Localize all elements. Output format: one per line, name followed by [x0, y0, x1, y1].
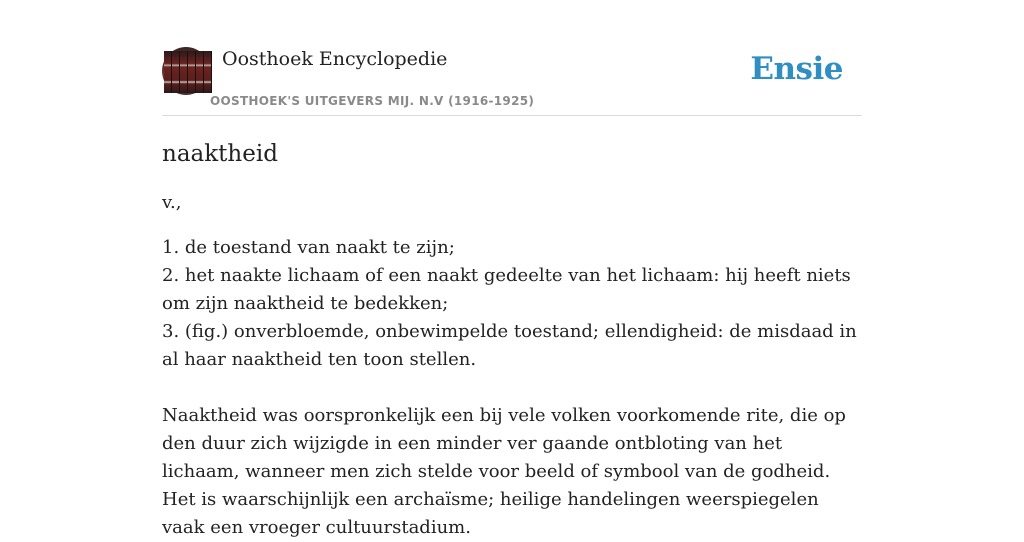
site-title-link[interactable]: Oosthoek Encyclopedie	[222, 48, 448, 70]
definition-item: 3. (fig.) onverbloemde, onbewimpelde toestand; ellendigheid: de misdaad in al haar naaktheid ten toon stellen.	[162, 321, 857, 370]
site-header	[162, 47, 862, 116]
part-of-speech: v.,	[162, 192, 182, 213]
definition-item: 2. het naakte lichaam of een naakt gedeelte van het lichaam: hij heeft niets om zijn naaktheid te bedekken;	[162, 265, 851, 314]
ensie-brand-logo[interactable]: Ensie	[750, 51, 843, 87]
page	[162, 0, 862, 542]
entry-headword: naaktheid	[162, 141, 278, 167]
definition-item: 1. de toestand van naakt te zijn;	[162, 237, 455, 258]
entry-body-text: Naaktheid was oorspronkelijk een bij vele volken voorkomende rite, die op den duur zich wijzigde in een minder ver gaande ontbloting van het lichaam, wanneer men zich stelde voor beeld of symbool van de godheid. Het is waarschijnlijk een archaïsme; heilige handelingen weerspiegelen vaak een vroeger cultuurstadium.	[162, 405, 846, 538]
definition-list	[162, 234, 862, 374]
encyclopedia-books-logo[interactable]	[162, 47, 210, 95]
publisher-label: OOSTHOEK'S UITGEVERS MIJ. N.V (1916-1925)	[210, 94, 535, 108]
